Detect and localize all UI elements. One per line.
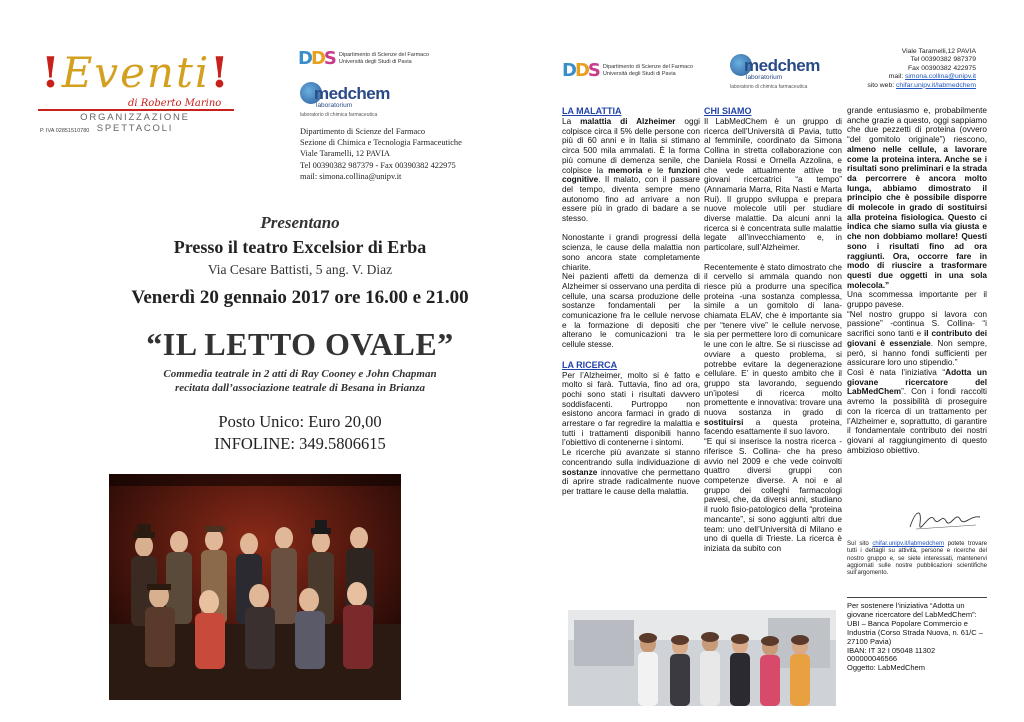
website-note-link[interactable]: chifar.unipv.it/labmedchem	[872, 540, 945, 547]
show-description: Commedia teatrale in 2 atti di Ray Cooney e John Chapman recitata dall’associazione teatrale di Besana in Brianza	[163, 368, 437, 394]
malattia-p3: Nei pazienti affetti da demenza di Alzheimer si osservano una perdita di cellule, una scarsa produzione delle sostanze fondamentali per la comunicazione fra le cellule nervose e la formazione di depositi che alterano le comunicazioni tra le cellule stesse.	[562, 272, 700, 350]
department-address: Dipartimento di Scienze del Farmaco Sezione di Chimica e Tecnologia Farmaceutiche Viale Taramelli, 12 PAVIA Tel 00390382 987379 - Fax 00390382 422975 mail: simona.collina@unipv.it	[300, 127, 462, 181]
ricerca-heading: LA RICERCA	[562, 359, 618, 370]
bank-details: Per sostenere l’iniziativa “Adotta un giovane ricercatore del LabMedChem”: UBI – Banca Popolare Commercio e Industria (Corso Strada Nuova, n. 61/C – 27100 Pavia) IBAN: IT 32 I 05048 11302 000000046566 Oggetto: LabMedChem	[847, 601, 983, 673]
eventi-divider	[38, 109, 234, 111]
article-column-3	[847, 106, 987, 455]
dds-logo	[298, 48, 429, 69]
eventi-piva: P. IVA 02851510780	[40, 128, 90, 134]
eventi-by: di Roberto Marino	[128, 98, 222, 109]
dds-text-right: Dipartimento di Scienze del Farmaco Università degli Studi di Pavia	[602, 63, 694, 77]
signature-image	[906, 505, 984, 533]
chi-siamo-heading: CHI SIAMO	[704, 106, 752, 116]
cast-photo	[109, 474, 401, 700]
medchem-sub: laboratorio di chimica farmaceutica	[300, 112, 378, 118]
eventi-brand: !Eventi!	[41, 48, 231, 97]
eventi-org: ORGANIZZAZIONE SPETTACOLI	[80, 112, 190, 134]
venue-line: Presso il teatro Excelsior di Erba	[173, 237, 427, 257]
medchem-word: medchem	[314, 84, 390, 103]
medchem-lab-right: laboratorium	[746, 74, 783, 81]
dds-text: Dipartimento di Scienze del Farmaco Università degli Studi di Pavia	[338, 51, 430, 65]
cast-photo-image	[109, 474, 401, 700]
c3-p2: Una scommessa importante per il gruppo pavese.	[847, 290, 987, 310]
medchem-lab: laboratorium	[316, 102, 353, 109]
bank-divider	[847, 597, 987, 598]
malattia-p1: La malattia di Alzheimer oggi colpisce circa il 5% delle persone con più di 60 anni e in Italia si stimano circa 500 mila ammalati. È la forma più comune di demenza senile, che colpisce la memoria e le funzioni cognitive. Il malato, con il passare del tempo, diventa sempre meno autonomo fino ad arrivare a non essere più in grado di badare a se stesso.	[562, 117, 701, 224]
lab-photo	[568, 610, 836, 706]
chi-p2: Recentemente è stato dimostrato che il cervello si ammala quando non riesce più a produrre una specifica proteina -una sostanza complessa, simile a un gomitolo di lana- chiamata ELAV, che è importante sia per “tenere vive” le cellule nervose, sia per permettere loro di comunicare le une con le altre. Se si riuscisse ad ovviare a questo problema, si potrebbe evitare la degenerazione cellulare. E’ in questo ambito che il gruppo sta lavorando, seguendo un’ipotesi di ricerca molto promettente e innovativa: trovare una nuova sostanza in grado di sostituirsi a questa proteina, facendo esattamente il suo lavoro.	[704, 262, 842, 437]
eventi-logo	[38, 48, 238, 136]
website-link[interactable]: chifar.unipv.it/labmedchem	[896, 81, 976, 89]
malattia-heading: LA MALATTIA	[562, 106, 622, 116]
article-column-1	[562, 106, 700, 497]
chi-p1: Il LabMedChem è un gruppo di ricerca dell’Università di Pavia, tutto al femminile, coordinato da Simona Collina in stretta collaborazione con Daniela Rossi e Ornella Azzolina, e che vede attualmente attive tre giovani ricercatrici “a tempo” (Annamaria Marra, Rita Nasti e Marta Rui). Il gruppo sviluppa e prepara nuove molecole utili per studiare diverse malattie. Da alcuni anni la ricerca si è concentrata sulle malattie legate all’invecchiamento e, in particolare, sull’Alzheimer.	[704, 117, 842, 253]
medchem-sub-right: laboratorio di chimica farmaceutica	[730, 84, 808, 90]
infoline: INFOLINE: 349.5806615	[214, 434, 386, 453]
date-line: Venerdì 20 gennaio 2017 ore 16.00 e 21.00	[131, 287, 469, 308]
dds-mark: DDS	[298, 48, 335, 69]
show-title: “IL LETTO OVALE”	[146, 326, 454, 362]
contact-block: Viale Taramelli,12 PAVIA Tel 00390382 987379 Fax 00390382 422975 mail: simona.collina@unipv.it sito web: chifar.unipv.it/labmedchem	[867, 48, 976, 89]
c3-p4: Così è nata l’iniziativa “Adotta un giovane ricercatore del LabMedChem”. Con i fondi raccolti avremo la possibilità di proseguire con la ricerca di un trattamento per l’Alzheimer e, soprattutto, di garantire il fondamentale contributo dei nostri giovani al raggiungimento di questo ambizioso obiettivo.	[847, 367, 987, 455]
malattia-p2: Nonostante i grandi progressi della scienza, le cause della malattia non sono ancora state completamente chiarite.	[562, 233, 700, 272]
c3-p3: “Nel nostro gruppo si lavora con passione” -continua S. Collina- “i sacrifici sono tanti e il contributo dei giovani è essenziale. Non sempre, però, si hanno fondi sufficienti per assicurare loro uno stipendio.”	[847, 309, 987, 368]
mail-link[interactable]: simona.collina@unipv.it	[905, 73, 976, 81]
website-note: Sul sito chifar.unipv.it/labmedchem potete trovare tutti i dettagli su attività, persone e ricerche del nostro gruppo e, se siete interessati, mantenervi aggiornati sulle nostre pubblicazioni scientifiche sull’argomento.	[847, 540, 987, 577]
presentano-heading: Presentano	[260, 213, 340, 232]
address-line: Via Cesare Battisti, 5 ang. V. Diaz	[207, 262, 393, 277]
article-column-2	[704, 106, 842, 554]
ricerca-p2: Le ricerche più avanzate si stanno concentrando sulla individuazione di sostanze innovative che permettano di aprire strade radicalmente nuove per trattare le cause della malattia.	[562, 448, 700, 496]
dds-mark-right: DDS	[562, 60, 599, 81]
c3-p1: grande entusiasmo e, probabilmente anche grazie a questo, oggi sappiamo che due pezzetti di proteina (ovvero “del gomitolo originale”) riescono, almeno nelle cellule, a lavorare come la proteina intera. Anche se i risultati sono preliminari e la strada da percorrere è ancora molto lunga, abbiamo dimostrato il principio che è possibile disporre di molecole in grado di sostituirsi alla proteina fisiologica. Questo ci indica che siamo sulla via giusta e che non dobbiamo mollare! Questi sono i risultati fino ad ora raggiunti. Ora, occorre fare in modo di riuscire a trasformare questi due oggetti in una sola molecola.”	[847, 106, 987, 290]
price-line: Posto Unico: Euro 20,00	[218, 412, 382, 431]
chi-p3: “E qui si inserisce la nostra ricerca -riferisce S. Collina- che ha preso avvio nel 2009 e che vede coinvolti quattro diversi gruppi con competenze diverse. A noi e al gruppo dei colleghi farmacologi pavesi, che, da diversi anni, studiano il ruolo fisio-patologico della “proteina mancante”, si sono aggiunti altri due team: uno dell’Università di Milano e uno di quella di Trieste. La ricerca è iniziata da subito con	[704, 437, 842, 553]
medchem-word-right: medchem	[744, 56, 820, 75]
medchem-logo	[300, 82, 420, 122]
ricerca-p1: Per l’Alzheimer, molto si è fatto e molto si farà. Tuttavia, fino ad ora, pochi sono stati i risultati davvero soddisfacenti. Purtroppo non esistono ancora farmaci in grado di arrestare o far regredire la malattia e tutti i trattamenti disponibili hanno l’obiettivo di contenerne i sintomi.	[562, 370, 700, 448]
dds-logo-right	[562, 60, 693, 81]
lab-photo-image	[568, 610, 836, 706]
